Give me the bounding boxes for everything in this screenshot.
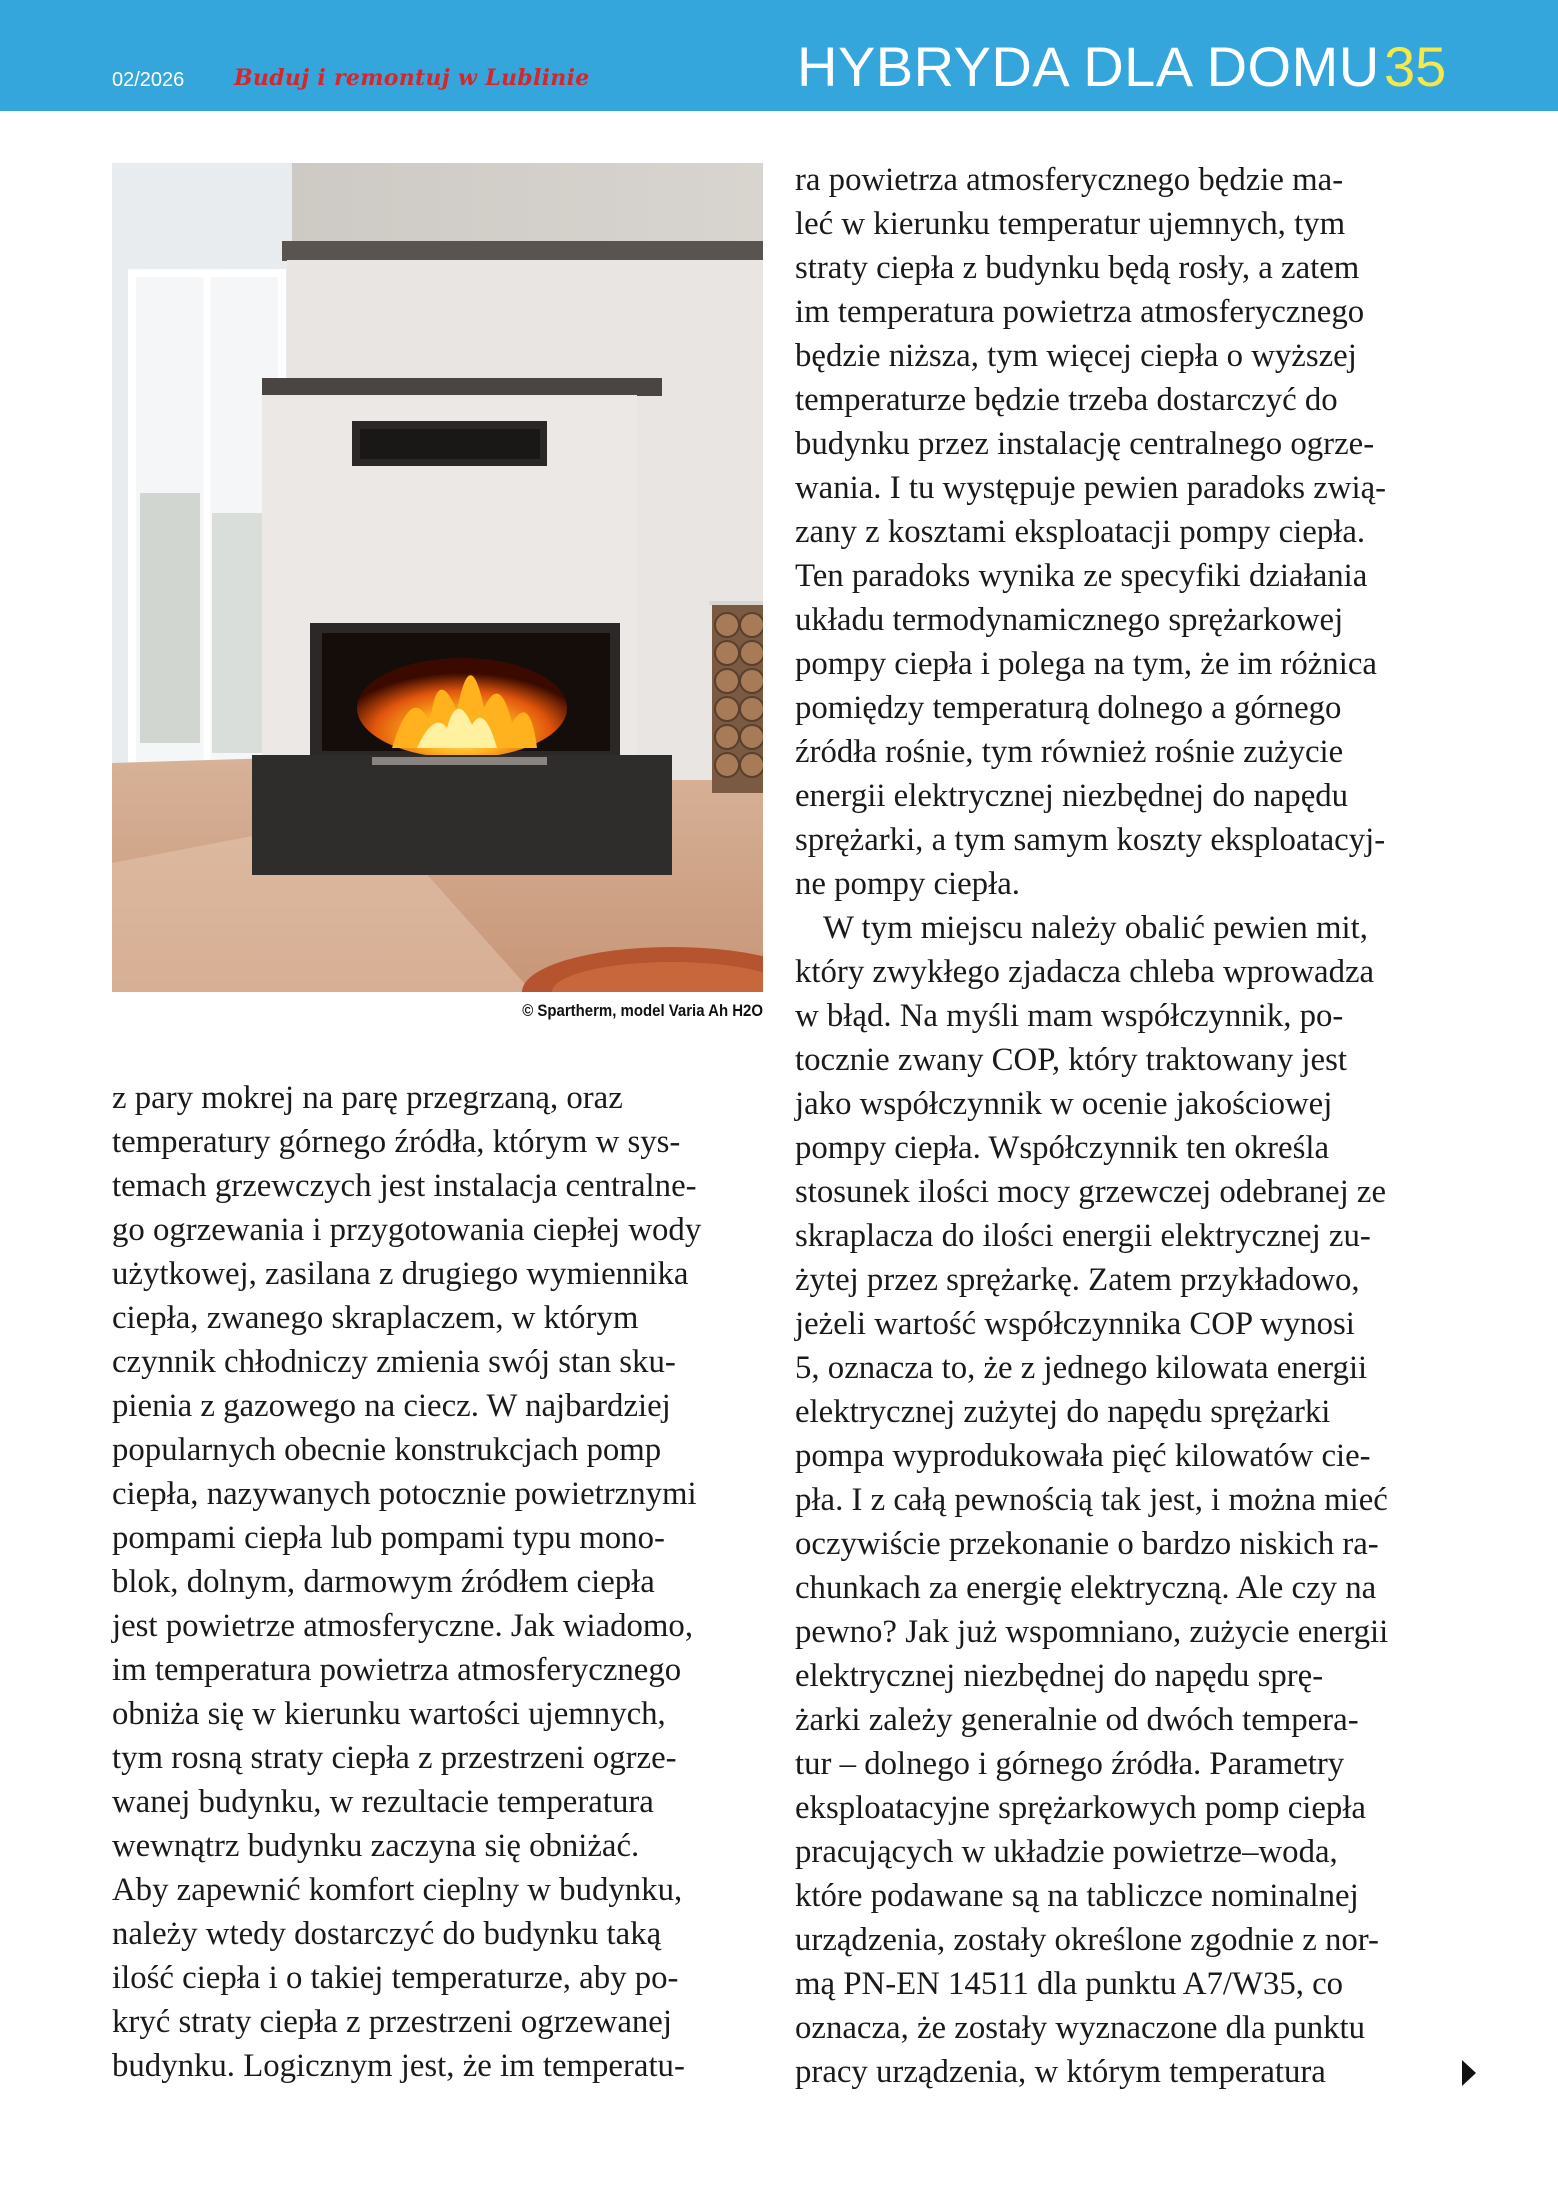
text-line: ciepła, zwanego skraplaczem, w którym	[112, 1300, 639, 1336]
text-line: pewno? Jak już wspomniano, zużycie energii	[795, 1614, 1389, 1650]
text-line: pompy ciepła. Współczynnik ten określa	[795, 1130, 1330, 1166]
text-line: oczywiście przekonanie o bardzo niskich ra-	[795, 1526, 1379, 1562]
left-column	[112, 1076, 772, 2088]
text-line: leć w kierunku temperatur ujemnych, tym	[795, 206, 1346, 242]
text-line: układu termodynamicznego sprężarkowej	[795, 602, 1344, 638]
text-line: pomiędzy temperaturą dolnego a górnego	[795, 690, 1342, 726]
text-line: z pary mokrej na parę przegrzaną, oraz	[112, 1080, 623, 1116]
text-line: oznacza, że zostały wyznaczone dla punktu	[795, 2010, 1366, 2046]
text-line: urządzenia, zostały określone zgodnie z nor-	[795, 1922, 1379, 1958]
text-line: pompy ciepła i polega na tym, że im różnica	[795, 646, 1377, 682]
text-line: pienia z gazowego na ciecz. W najbardziej	[112, 1388, 671, 1424]
text-line: chunkach za energię elektryczną. Ale czy na	[795, 1570, 1377, 1606]
text-line: będzie niższa, tym więcej ciepła o wyższej	[795, 338, 1357, 374]
text-line: Aby zapewnić komfort cieplny w budynku,	[112, 1872, 683, 1908]
text-line: temperatury górnego źródła, którym w sys-	[112, 1124, 681, 1160]
section-title: HYBRYDA DLA DOMU	[797, 35, 1380, 98]
text-line: W tym miejscu należy obalić pewien mit,	[823, 910, 1368, 946]
text-line: tur – dolnego i górnego źródła. Parametry	[795, 1746, 1345, 1782]
page-number: 35	[1384, 35, 1447, 98]
text-line: pła. I z całą pewnością tak jest, i można mieć	[795, 1482, 1388, 1518]
text-line: pompami ciepła lub pompami typu mono-	[112, 1520, 665, 1556]
text-line: 5, oznacza to, że z jednego kilowata energii	[795, 1350, 1368, 1386]
text-line: ne pompy ciepła.	[795, 866, 1020, 902]
text-line: temperaturze będzie trzeba dostarczyć do	[795, 382, 1338, 418]
text-line: wanej budynku, w rezultacie temperatura	[112, 1784, 654, 1820]
text-line: temach grzewczych jest instalacja centralne-	[112, 1168, 697, 1204]
text-line: które podawane są na tabliczce nominalnej	[795, 1878, 1359, 1914]
paragraph-1	[795, 158, 1460, 906]
text-line: pracujących w układzie powietrze–woda,	[795, 1834, 1338, 1870]
continue-arrow-icon	[1462, 2060, 1476, 2086]
fireplace-photo	[112, 163, 763, 992]
text-line: im temperatura powietrza atmosferycznego	[112, 1652, 682, 1688]
text-line: który zwykłego zjadacza chleba wprowadza	[795, 954, 1375, 990]
right-column	[795, 158, 1460, 2094]
paragraph-2	[795, 906, 1460, 2094]
text-line: użytkowej, zasilana z drugiego wymiennika	[112, 1256, 689, 1292]
text-line: pompa wyprodukowała pięć kilowatów cie-	[795, 1438, 1371, 1474]
text-line: Ten paradoks wynika ze specyfiki działania	[795, 558, 1368, 594]
text-line: stosunek ilości mocy grzewczej odebranej ze	[795, 1174, 1387, 1210]
text-line: energii elektrycznej niezbędnej do napędu	[795, 778, 1349, 814]
text-line: elektrycznej niezbędnej do napędu sprę-	[795, 1658, 1324, 1694]
text-line: eksploatacyjne sprężarkowych pomp ciepła	[795, 1790, 1366, 1826]
text-line: żytej przez sprężarkę. Zatem przykładowo,	[795, 1262, 1360, 1298]
text-line: mą PN-EN 14511 dla punktu A7/W35, co	[795, 1966, 1344, 2002]
text-line: obniża się w kierunku wartości ujemnych,	[112, 1696, 666, 1732]
text-line: wewnątrz budynku zaczyna się obniżać.	[112, 1828, 640, 1864]
text-line: go ogrzewania i przygotowania ciepłej wody	[112, 1212, 702, 1248]
text-line: czynnik chłodniczy zmienia swój stan sku-	[112, 1344, 676, 1380]
text-line: budynku. Logicznym jest, że im temperatu-	[112, 2048, 685, 2084]
text-line: blok, dolnym, darmowym źródłem ciepła	[112, 1564, 655, 1600]
text-line: sprężarki, a tym samym koszty eksploatacyj-	[795, 822, 1386, 858]
text-line: jako współczynnik w ocenie jakościowej	[795, 1086, 1333, 1122]
text-line: jest powietrze atmosferyczne. Jak wiadomo,	[112, 1608, 694, 1644]
text-line: ilość ciepła i o takiej temperaturze, aby po-	[112, 1960, 679, 1996]
text-line: pracy urządzenia, w którym temperatura	[795, 2054, 1326, 2090]
text-line: ciepła, nazywanych potocznie powietrznymi	[112, 1476, 697, 1512]
text-line: popularnych obecnie konstrukcjach pomp	[112, 1432, 662, 1468]
text-line: w błąd. Na myśli mam współczynnik, po-	[795, 998, 1344, 1034]
issue-date: 02/2026	[112, 69, 185, 91]
photo-caption: © Spartherm, model Varia Ah H2O	[522, 1001, 763, 1020]
page-header	[0, 0, 1558, 111]
text-line: skraplacza do ilości energii elektrycznej zu-	[795, 1218, 1371, 1254]
text-line: wania. I tu występuje pewien paradoks zwią-	[795, 470, 1387, 506]
text-line: im temperatura powietrza atmosferycznego	[795, 294, 1365, 330]
text-line: zany z kosztami eksploatacji pompy ciepła.	[795, 514, 1366, 550]
text-line: ra powietrza atmosferycznego będzie ma-	[795, 162, 1344, 198]
text-line: jeżeli wartość współczynnika COP wynosi	[795, 1306, 1355, 1342]
text-line: kryć straty ciepła z przestrzeni ogrzewanej	[112, 2004, 672, 2040]
text-line: tym rosną straty ciepła z przestrzeni ogrze-	[112, 1740, 677, 1776]
text-line: budynku przez instalację centralnego ogrze-	[795, 426, 1375, 462]
text-line: żarki zależy generalnie od dwóch tempera-	[795, 1702, 1359, 1738]
magazine-title: Buduj i remontuj w Lublinie	[234, 65, 590, 91]
text-line: straty ciepła z budynku będą rosły, a zatem	[795, 250, 1360, 286]
text-line: źródła rośnie, tym również rośnie zużycie	[795, 734, 1344, 770]
text-line: należy wtedy dostarczyć do budynku taką	[112, 1916, 662, 1952]
text-line: tocznie zwany COP, który traktowany jest	[795, 1042, 1347, 1078]
text-line: elektrycznej zużytej do napędu sprężarki	[795, 1394, 1331, 1430]
